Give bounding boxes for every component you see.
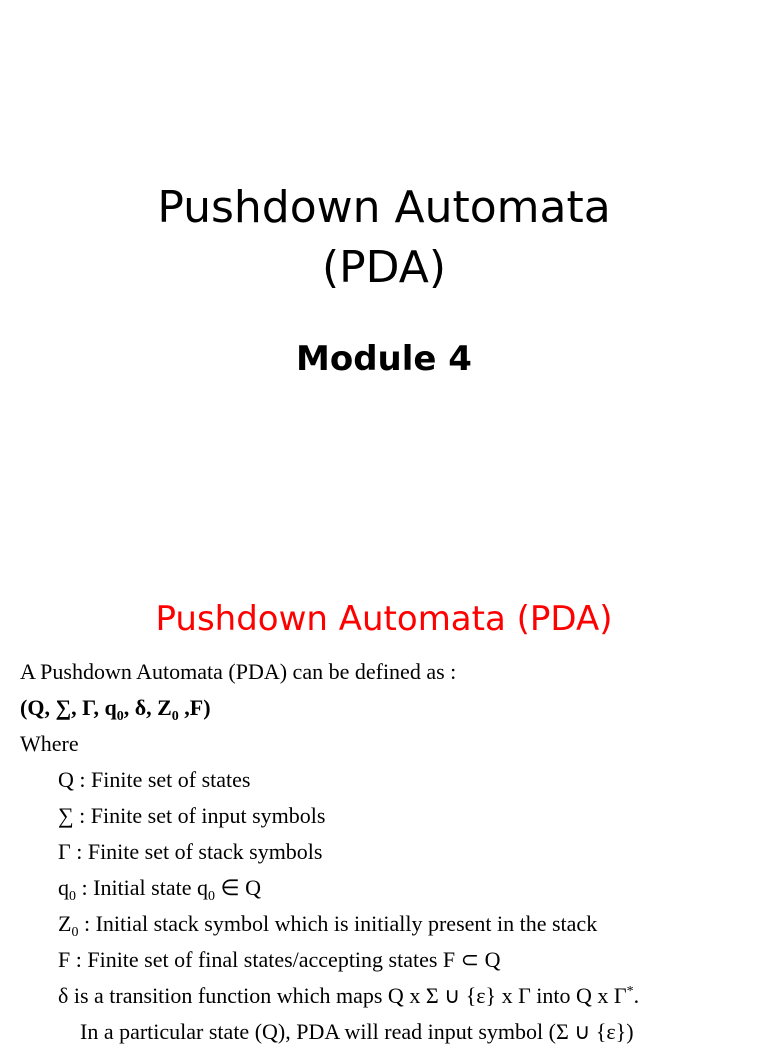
def-initial-stack-symbol: $Z_0$ : Initial stack symbol which is initially present in the stack <box>58 911 598 940</box>
slide-subtitle: Module 4 <box>296 339 472 379</box>
title-line-1: Pushdown Automata <box>157 182 611 233</box>
where-line: Where <box>20 731 79 756</box>
def-transition-function: δ is a transition function which maps Q x Σ ∪ {ε} x Γ into Q x Γ*. <box>58 983 640 1008</box>
def-final-states: F : Finite set of final states/accepting states F ⊂ Q <box>58 947 501 972</box>
tuple-line: (Q, ∑, Γ, $q_0$, δ, $Z_0$ ,F) <box>20 695 211 724</box>
definition-body <box>20 654 760 1050</box>
slide-title <box>0 178 768 298</box>
cutoff-line: In a particular state (Q), PDA will read input symbol (Σ ∪ {ε}) <box>80 1019 634 1044</box>
def-initial-state: $q_0$ : Initial state $q_0$ ∈ Q <box>58 875 262 904</box>
def-input-symbols: ∑ : Finite set of input symbols <box>58 803 326 828</box>
definition-title: Pushdown Automata (PDA) <box>155 599 613 639</box>
title-line-2: (PDA) <box>321 242 447 293</box>
definition-slide <box>0 576 768 1044</box>
def-stack-symbols: Γ : Finite set of stack symbols <box>58 839 323 864</box>
def-states: Q : Finite set of states <box>58 767 251 792</box>
intro-line: A Pushdown Automata (PDA) can be defined as : <box>20 659 457 684</box>
